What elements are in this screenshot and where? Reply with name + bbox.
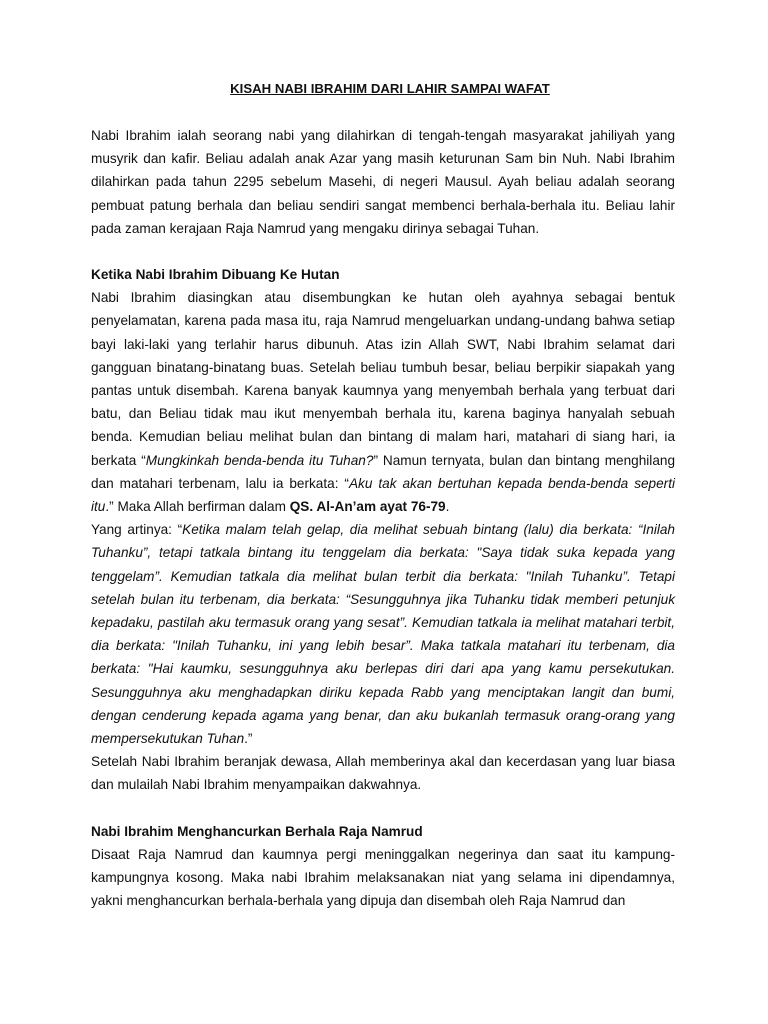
text-run: ” Namun ternyata, bulan dan bintang menghilang dan matahari terbenam, lalu ia berkata: “ [91,452,676,491]
section-heading-hutan: Ketika Nabi Ibrahim Dibuang Ke Hutan [91,267,340,283]
intro-paragraph: Nabi Ibrahim ialah seorang nabi yang dilahirkan di tengah-tengah masyarakat jahiliyah yang musyrik dan kafir. Beliau adalah anak Azar yang masih keturunan Sam bin Nuh. Nabi Ibrahim dilahirkan pada tahun 2295 sebelum Masehi, di negeri Mausul. Ayah beliau adalah seorang pembuat patung berhala dan beliau sendiri sangat membenci berhala-berhala itu. Beliau lahir pada zaman kerajaan Raja Namrud yang mengaku dirinya sebagai Tuhan. [91,128,675,236]
italic-run: Aku tak akan bertuhan kepada benda-benda seperti itu [91,475,675,515]
italic-run: Ketika malam telah gelap, dia melihat sebuah bintang (lalu) dia berkata: “Inilah Tuhanku”, tetapi tatkala bintang itu tenggelam dia berkata: "Saya tidak suka kepada yang tenggelam”. Kemudian tatkala dia melihat bulan terbit dia berkata: "Inilah Tuhanku”. Tetapi setelah bulan itu terbenam, dia berkata: “Sesungguhnya jika Tuhanku tidak memberi petunjuk kepadaku, pastilah aku termasuk orang yang sesat”. Kemudian tatkala ia melihat matahari terbit, dia berkata: "Inilah Tuhanku, ini yang lebih besar”. Maka tatkala matahari itu terbenam, dia berkata: "Hai kaumku, sesungguhnya aku berlepas diri dari apa yang kamu persekutukan. Sesungguhnya aku menghadapkan diriku kepada Rabb yang menciptakan langit dan bumi, dengan cenderung kepada agama yang benar, dan aku bukanlah termasuk orang-orang yang mempersekutukan Tuhan [91,522,675,747]
section1-paragraph-2 [91,518,675,750]
text-run: .” Maka Allah berfirman dalam [105,499,290,515]
section1-paragraph-3: Setelah Nabi Ibrahim beranjak dewasa, Allah memberinya akal dan kecerdasan yang luar biasa dan mulailah Nabi Ibrahim menyampaikan dakwahnya. [91,754,675,793]
italic-run: Mungkinkah benda-benda itu Tuhan? [145,452,374,468]
document-page [91,78,675,913]
text-run: Nabi Ibrahim diasingkan atau disembungkan ke hutan oleh ayahnya sebagai bentuk penyelamatan, karena pada masa itu, raja Namrud mengeluarkan undang-undang bahwa setiap bayi laki-laki yang terlahir harus dibunuh. Atas izin Allah SWT, Nabi Ibrahim selamat dari gangguan binatang-binatang buas. Setelah beliau tumbuh besar, beliau berpikir siapakah yang pantas untuk disembah. Karena banyak kaumnya yang menyembah berhala yang terbuat dari batu, dan Beliau tidak mau ikut menyembah berhala itu, karena baginya hanyalah sebuah benda. Kemudian beliau melihat bulan dan bintang di malam hari, matahari di siang hari, ia berkata “ [91,290,675,468]
spacer [91,240,675,263]
section1-paragraph-1 [91,286,675,518]
section-heading-berhala: Nabi Ibrahim Menghancurkan Berhala Raja Namrud [91,823,423,839]
text-run: .” [244,731,253,747]
text-run: . [445,499,450,515]
spacer [91,797,675,820]
spacer [91,100,675,124]
text-run: Yang artinya: “ [91,522,183,538]
document-title: KISAH NABI IBRAHIM DARI LAHIR SAMPAI WAFAT [230,81,550,96]
verse-reference: QS. Al-An’am ayat 76-79 [289,499,446,515]
section2-paragraph-1: Disaat Raja Namrud dan kaumnya pergi meninggalkan negerinya dan saat itu kampung-kampungnya kosong. Maka nabi Ibrahim melaksanakan niat yang selama ini dipendamnya, yakni menghancurkan berhala-berhala yang dipuja dan disembah oleh Raja Namrud dan [91,846,675,909]
